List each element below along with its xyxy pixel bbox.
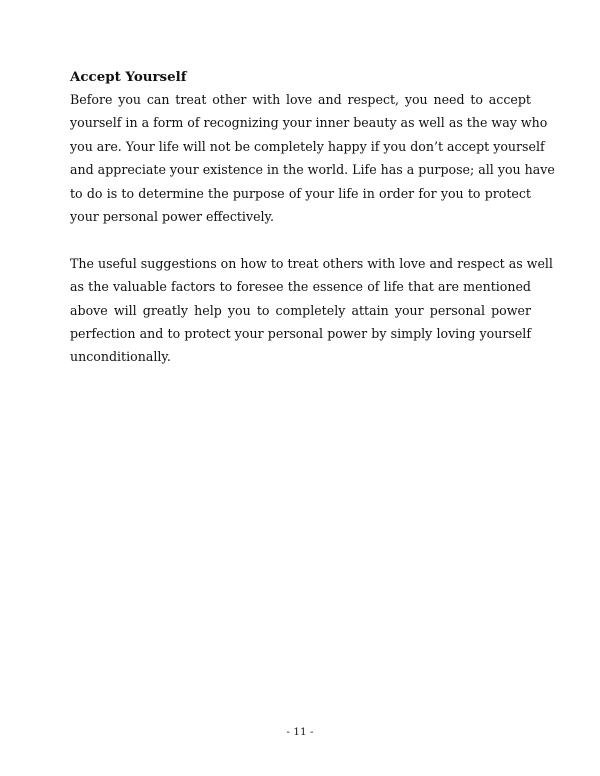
paragraph-line: unconditionally. <box>70 349 171 365</box>
paragraph-line: your personal power effectively. <box>70 208 274 224</box>
paragraph-spacer <box>70 228 531 251</box>
paragraph-accept-yourself <box>70 88 555 228</box>
paragraph-line: to do is to determine the purpose of your life in order for you to protect <box>70 185 531 201</box>
page-content <box>70 66 555 369</box>
paragraph-line: yourself in a form of recognizing your inner beauty as well as the way who <box>70 115 548 131</box>
paragraph-line: you are. Your life will not be completely happy if you don’t accept yourself <box>70 138 545 154</box>
paragraph-line: perfection and to protect your personal power by simply loving yourself <box>70 325 531 341</box>
paragraph-line: and appreciate your existence in the world. Life has a purpose; all you have <box>70 162 555 178</box>
section-heading: Accept Yourself <box>70 69 187 85</box>
paragraph-line: as the valuable factors to foresee the essence of life that are mentioned <box>70 279 531 295</box>
paragraph-conclusion <box>70 252 553 369</box>
paragraph-line: above will greatly help you to completely attain your personal power <box>70 302 531 318</box>
page-number: - 11 - <box>286 726 314 738</box>
paragraph-line: Before you can treat other with love and respect, you need to accept <box>70 92 531 107</box>
paragraph-line: The useful suggestions on how to treat others with love and respect as well <box>70 255 553 271</box>
